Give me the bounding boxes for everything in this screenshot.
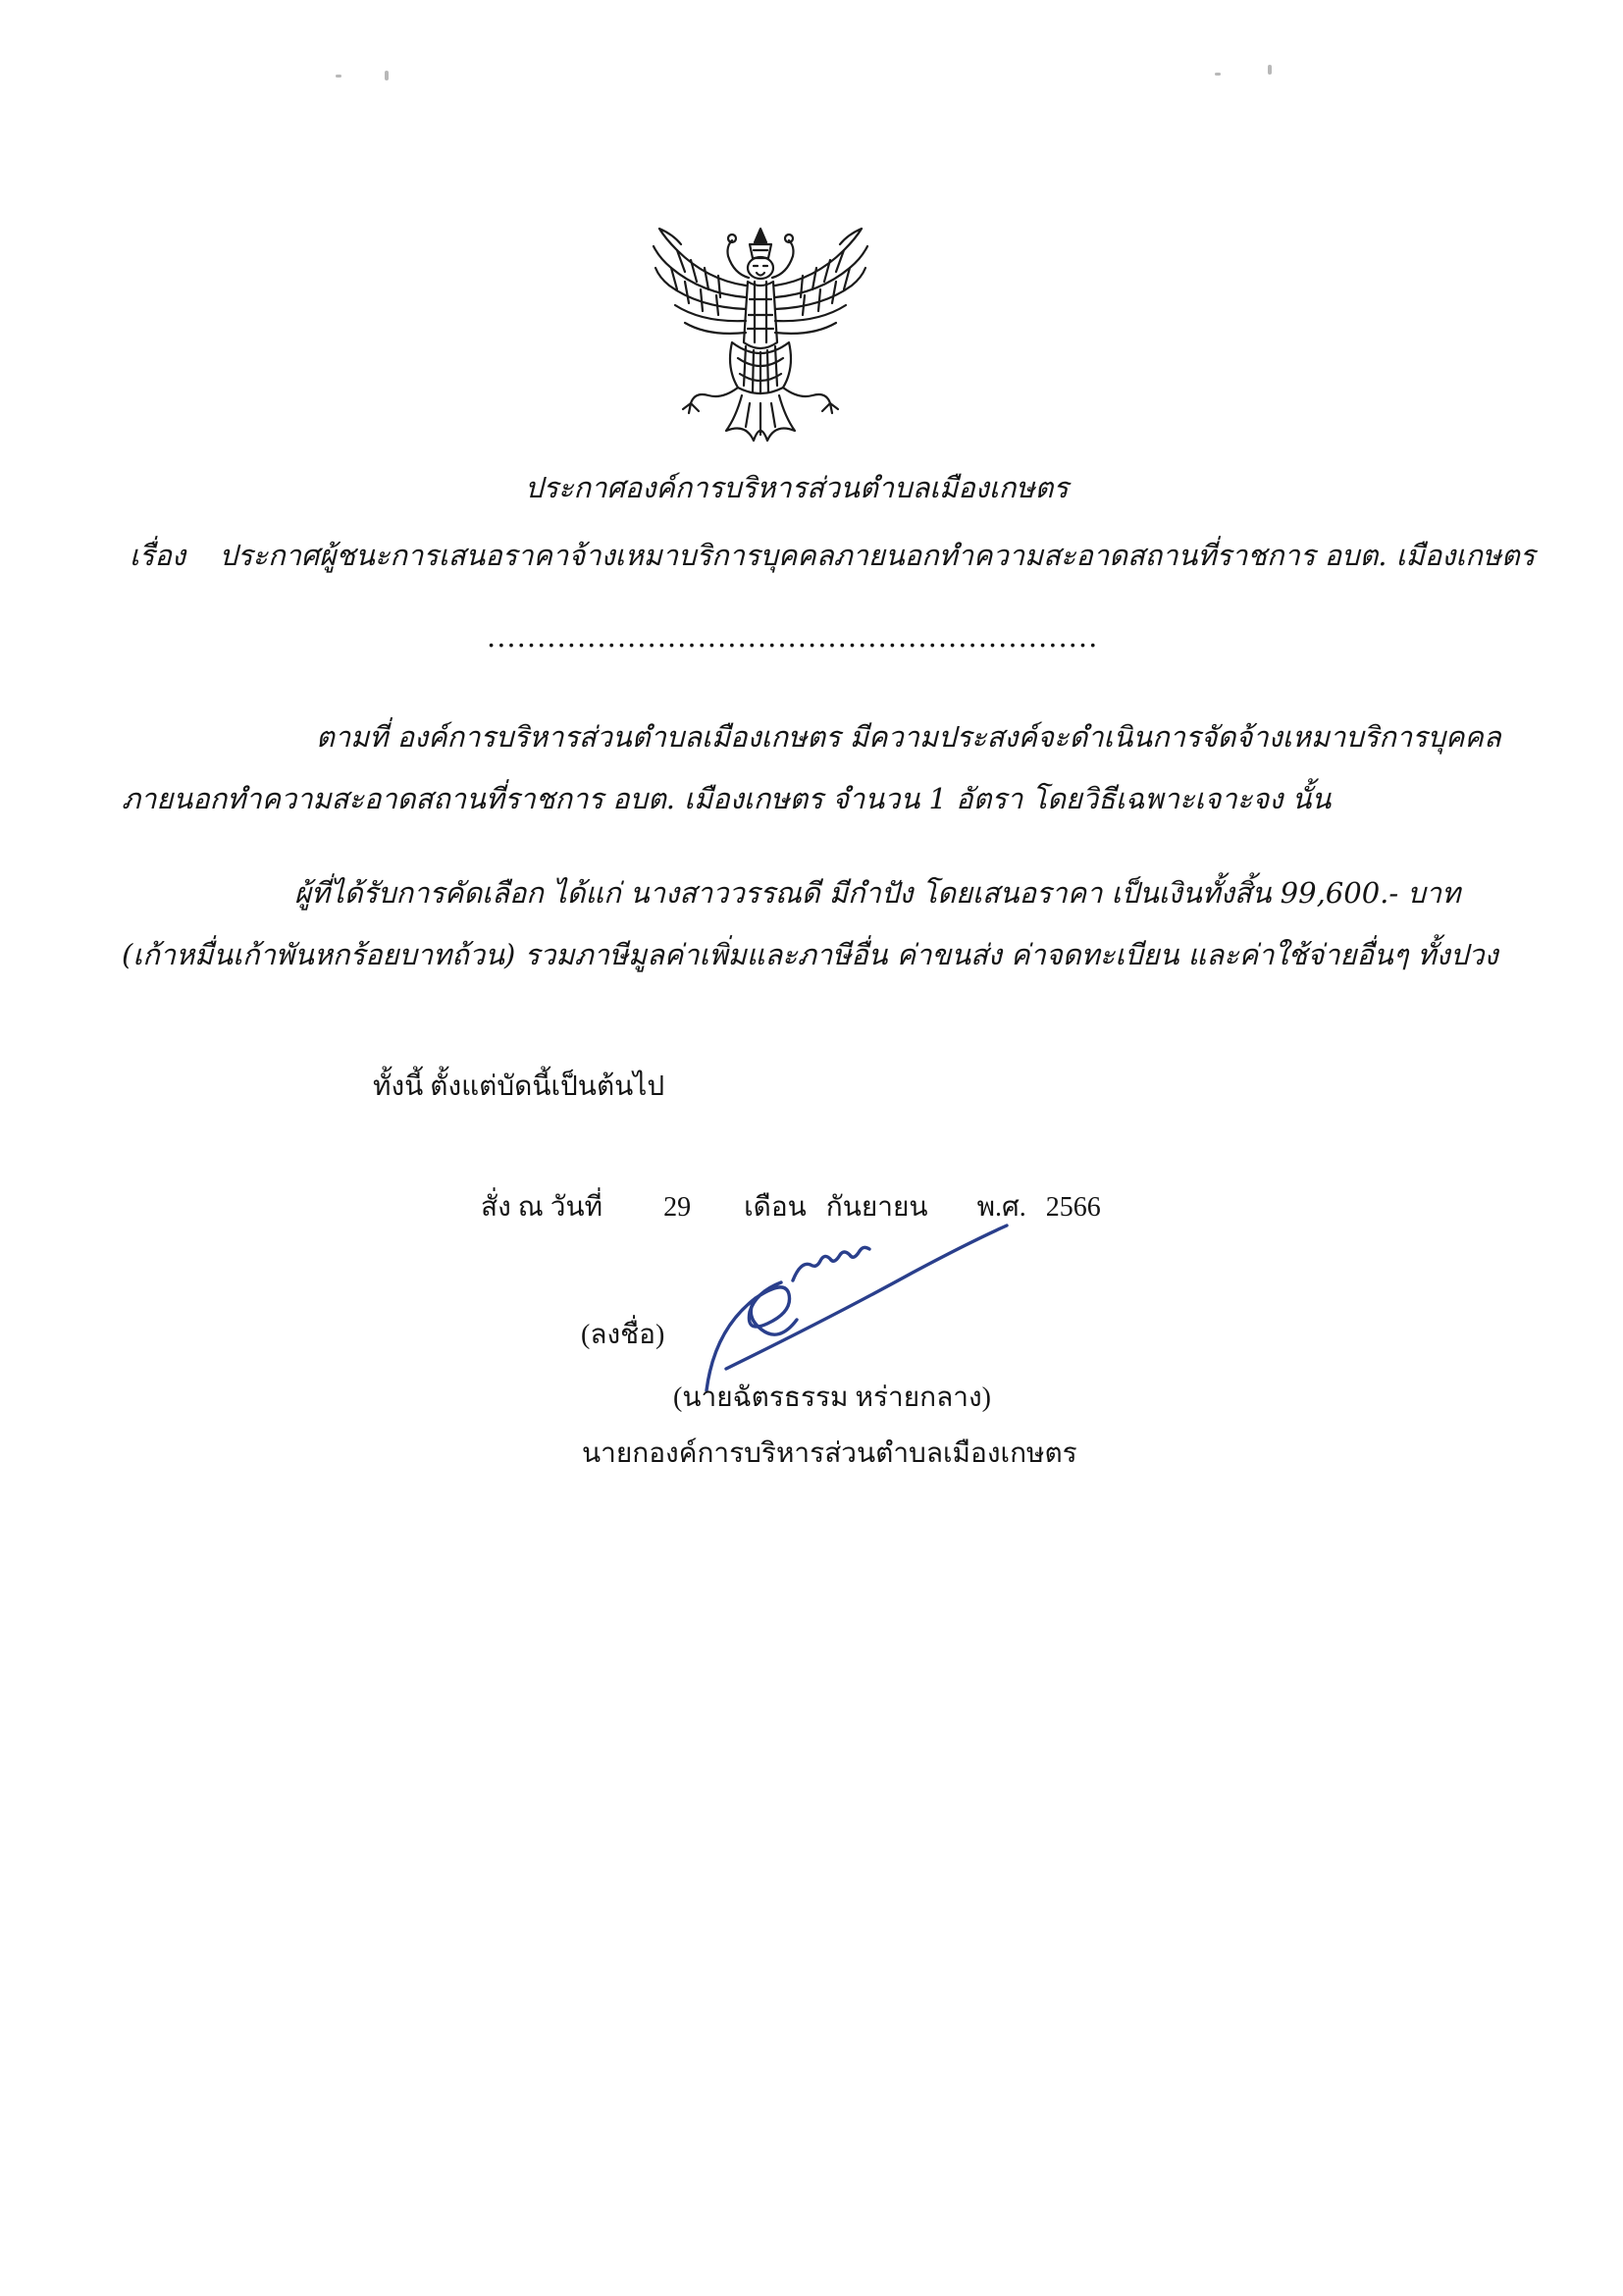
- order-date-month: กันยายน: [825, 1192, 928, 1223]
- order-date-month-label: เดือน: [744, 1192, 807, 1223]
- paragraph-1-line-1: ตามที่ องค์การบริหารส่วนตำบลเมืองเกษตร มีความประสงค์จะดำเนินการจัดจ้างเหมาบริการบุคคล: [316, 720, 1501, 754]
- signatory-position: นายกองค์การบริหารส่วนตำบลเมืองเกษตร: [582, 1438, 1077, 1469]
- subject-label: เรื่อง: [130, 539, 186, 572]
- garuda-emblem-icon: [648, 221, 873, 456]
- signature-label: (ลงชื่อ): [581, 1320, 665, 1350]
- scan-speck: [1268, 65, 1272, 75]
- announcement-title: ประกาศองค์การบริหารส่วนตำบลเมืองเกษตร: [525, 471, 1069, 504]
- paragraph-2-line-2: (เก้าหมื่นเก้าพันหกร้อยบาทถ้วน) รวมภาษีมูลค่าเพิ่มและภาษีอื่น ค่าขนส่ง ค่าจดทะเบียน และค่าใช้จ่ายอื่นๆ ทั้งปวง: [122, 938, 1498, 971]
- scan-speck: [336, 75, 341, 78]
- order-date-era-label: พ.ศ.: [976, 1192, 1026, 1223]
- subject-line: [130, 533, 1535, 578]
- signatory-name: (นายฉัตรธรรม หร่ายกลาง): [673, 1383, 991, 1413]
- scan-speck: [385, 71, 389, 80]
- paragraph-2-line-1: ผู้ที่ได้รับการคัดเลือก ได้แก่ นางสาววรรณดี มีกำปัง โดยเสนอราคา เป็นเงินทั้งสิ้น 99,600.- บาท: [294, 876, 1461, 910]
- order-date-label: สั่ง ณ วันที่: [481, 1192, 603, 1223]
- effective-statement: ทั้งนี้ ตั้งแต่บัดนี้เป็นต้นไป: [373, 1071, 665, 1102]
- scan-speck: [1215, 73, 1221, 76]
- paragraph-1-line-2: ภายนอกทำความสะอาดสถานที่ราชการ อบต. เมืองเกษตร จำนวน 1 อัตรา โดยวิธีเฉพาะเจาะจง นั้น: [122, 782, 1332, 815]
- subject-text: ประกาศผู้ชนะการเสนอราคาจ้างเหมาบริการบุคคลภายนอกทำความสะอาดสถานที่ราชการ อบต. เมืองเกษตร: [219, 539, 1536, 572]
- order-date-day: 29: [663, 1192, 692, 1223]
- separator-dots: .............................................................: [487, 620, 1099, 653]
- order-date-year: 2566: [1045, 1192, 1101, 1223]
- handwritten-signature: [687, 1222, 1011, 1398]
